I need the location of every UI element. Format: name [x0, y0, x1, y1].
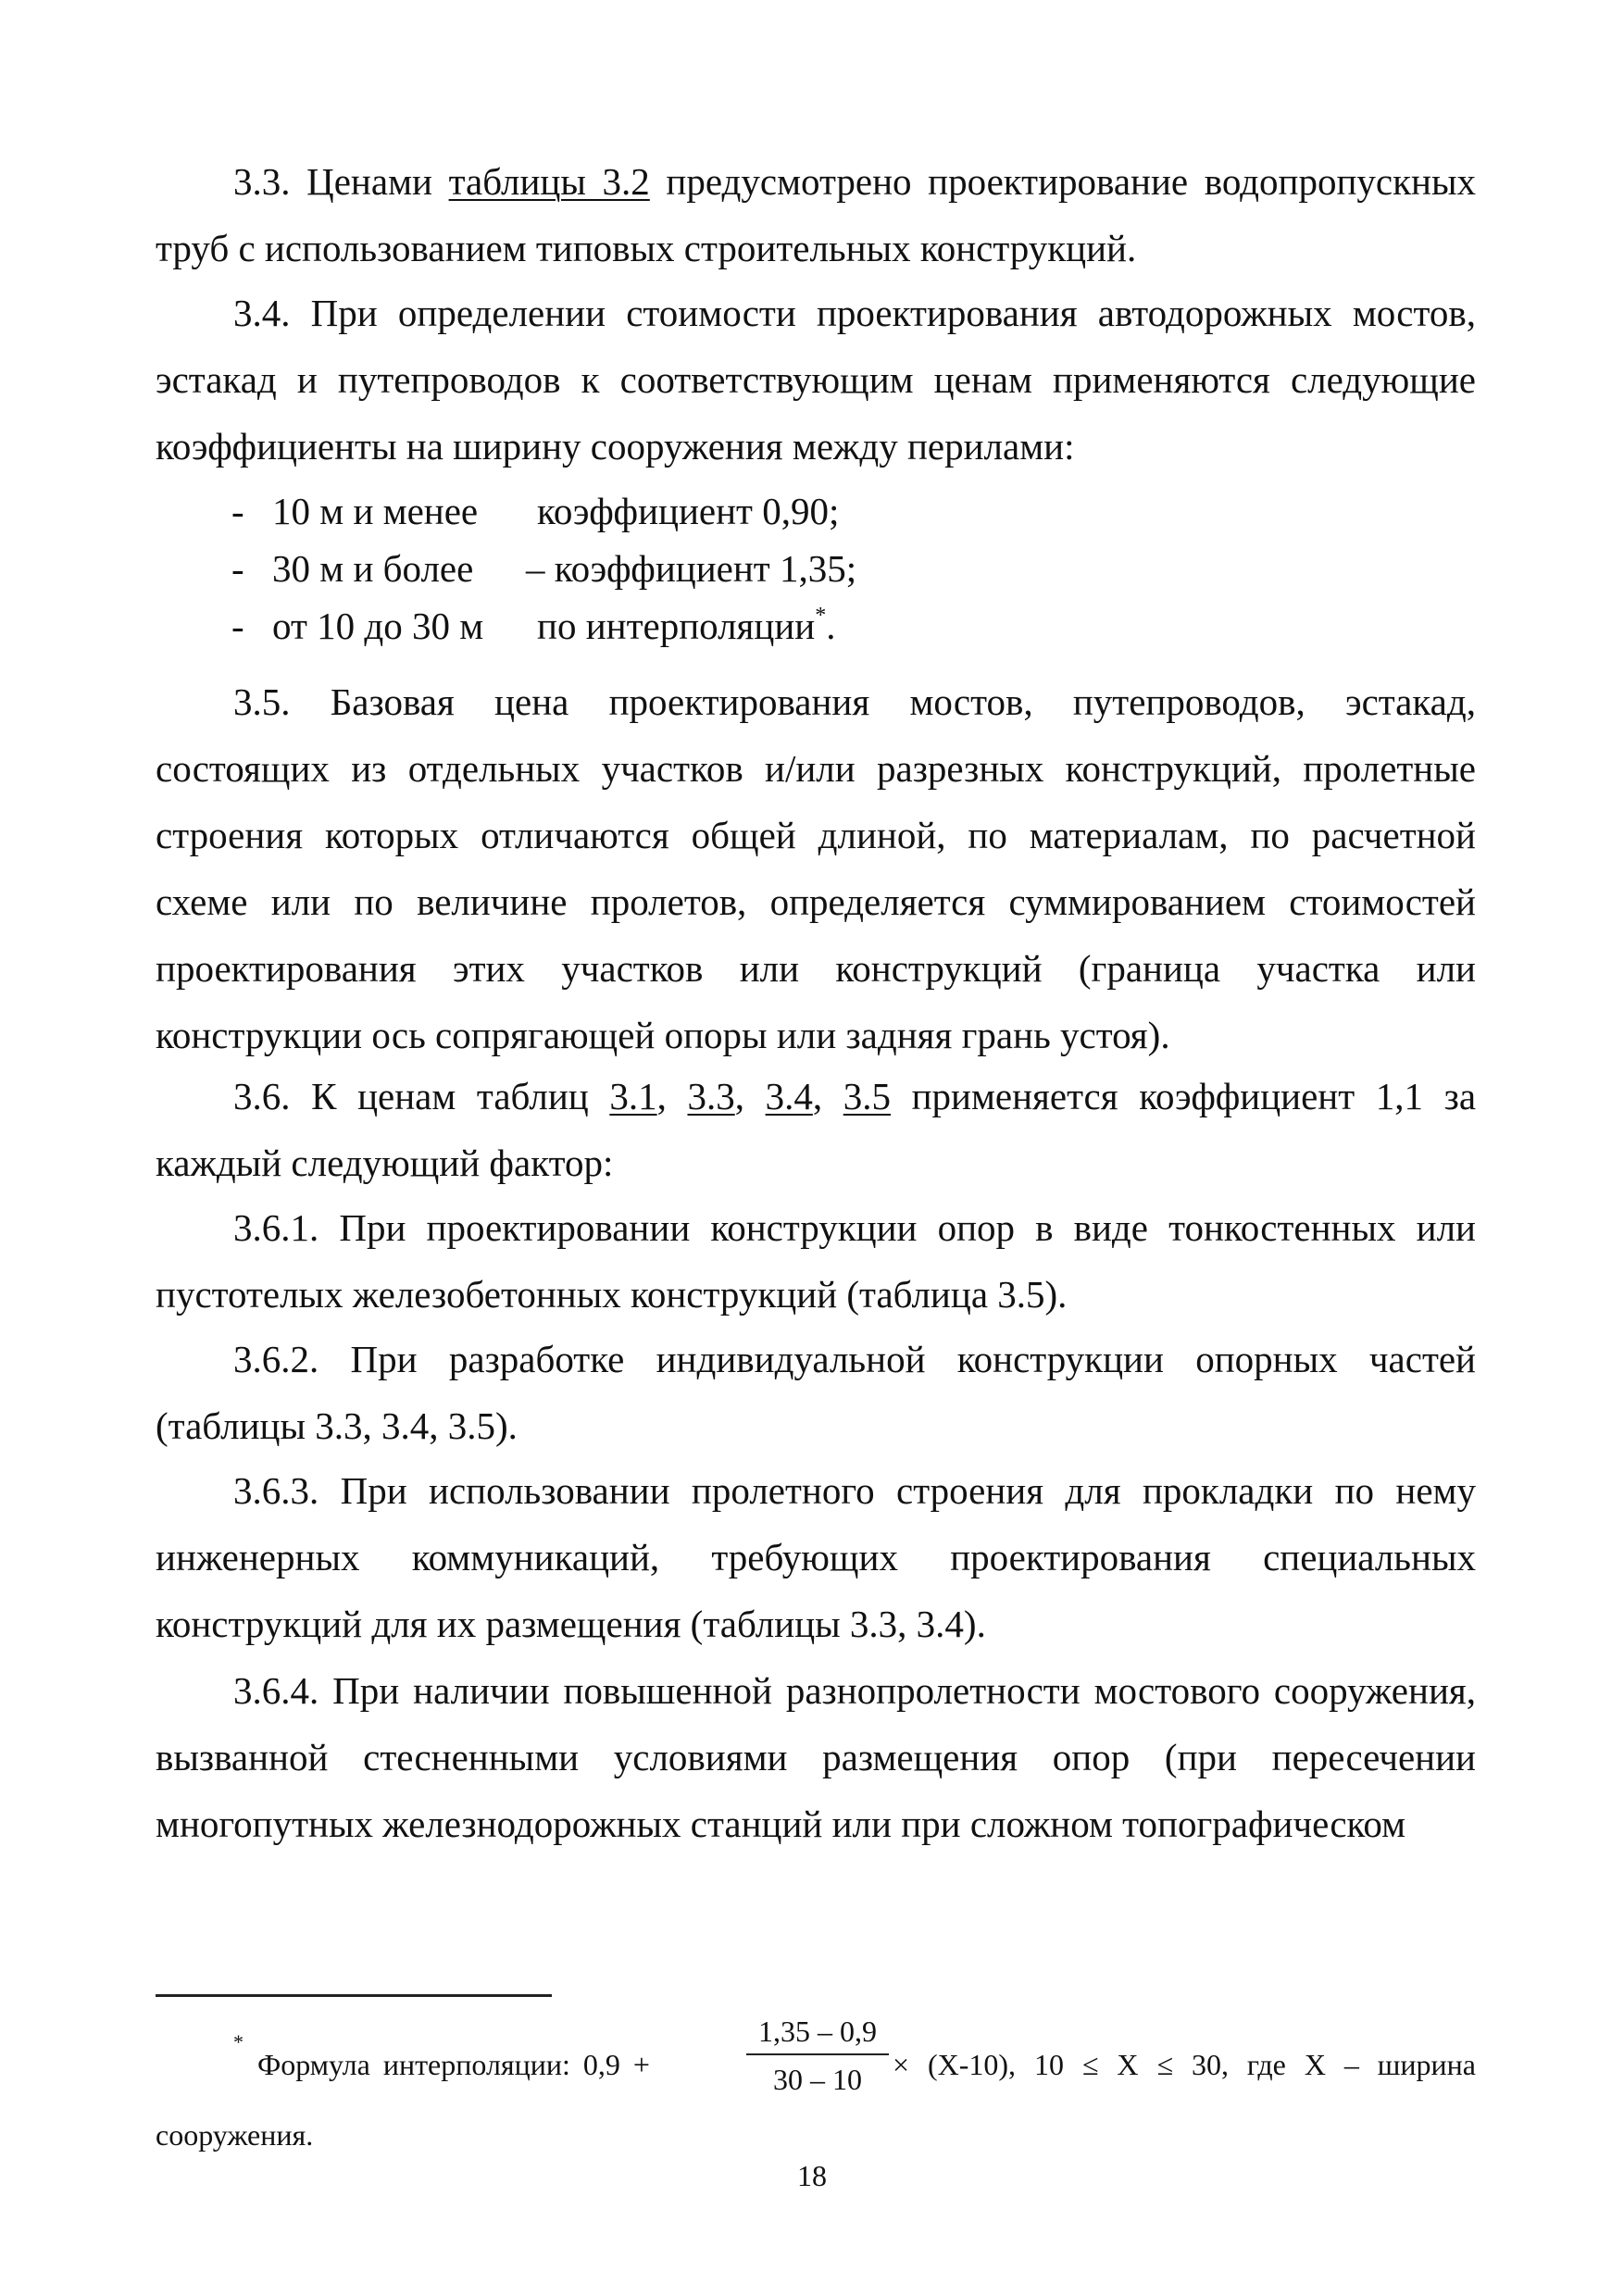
footnote-star: * [233, 2030, 244, 2053]
list-item-range: 30 м и более [272, 547, 474, 590]
table-3-3-link[interactable]: 3.3 [687, 1075, 735, 1117]
paragraph-3-6 [156, 1063, 1476, 1196]
page-number: 18 [797, 2159, 827, 2192]
list-item-coefficient: – коэффициент 1,35; [526, 547, 857, 590]
paragraph-3-3-suffix: предусмотрено проектирование водопропускных труб с использованием типовых строительных конструкций. [156, 160, 1476, 269]
paragraph-3-6-1 [156, 1194, 1476, 1328]
paragraph-3-6-4 [156, 1657, 1476, 1857]
paragraph-3-5-text: 3.5. Базовая цена проектирования мостов, путепроводов, эстакад, состоящих из отдельных участков и/или разрезных конструкций, пролетные строения которых отличаются общей длиной, по материалам, по расчетной схеме или по величине пролетов, определяется суммированием стоимостей проектирования этих участков или конструкций (граница участка или конструкции ось сопрягающей опоры или задняя грань устоя). [156, 680, 1476, 1056]
paragraph-3-6-4-text: 3.6.4. При наличии повышенной разнопролетности мостового сооружения, вызванной стесненными условиями размещения опор (при пересечении многопутных железнодорожных станций или при сложном топографическом [156, 1669, 1476, 1845]
footnote-marker[interactable]: * [815, 604, 827, 628]
paragraph-3-3-prefix: 3.3. Ценами [233, 160, 449, 203]
footnote-continuation: сооружения. [156, 2118, 314, 2152]
separator: , [656, 1075, 688, 1117]
list-item-coefficient: коэффициент 0,90; [537, 490, 840, 532]
list-dash: - [231, 490, 244, 532]
paragraph-3-3 [156, 148, 1476, 281]
footnote-lead: Формула интерполяции: 0,9 + [257, 2048, 650, 2081]
paragraph-3-6-1-text: 3.6.1. При проектировании конструкции опор в виде тонкостенных или пустотелых железобетонных конструкций (таблица 3.5). [156, 1206, 1476, 1316]
list-item-range: от 10 до 30 м [272, 605, 484, 647]
list-dash: - [231, 547, 244, 590]
fraction-denominator: 30 – 10 [773, 2063, 862, 2096]
separator: , [734, 1075, 766, 1117]
list-item-coefficient [537, 597, 835, 655]
footnote-divider [156, 1994, 552, 1997]
list-item-coefficient-text: по интерполяции [537, 605, 816, 647]
table-3-1-link[interactable]: 3.1 [609, 1075, 657, 1117]
fraction-numerator: 1,35 – 0,9 [758, 2015, 877, 2048]
interpolation-fraction [746, 2013, 889, 2098]
table-3-2-link[interactable]: таблицы 3.2 [448, 160, 650, 203]
footnote-rest: × (X-10), 10 ≤ X ≤ 30, где X – ширина [893, 2048, 1476, 2081]
paragraph-3-6-3 [156, 1457, 1476, 1657]
fraction-bar [746, 2053, 889, 2055]
paragraph-3-4 [156, 280, 1476, 480]
paragraph-3-5 [156, 668, 1476, 1068]
paragraph-3-6-2-text: 3.6.2. При разработке индивидуальной конструкции опорных частей (таблицы 3.3, 3.4, 3.5). [156, 1338, 1476, 1447]
paragraph-3-6-suffix: применяется коэффициент 1,1 за каждый следующий фактор: [156, 1075, 1477, 1184]
list-item-range: 10 м и менее [272, 490, 479, 532]
table-3-5-link[interactable]: 3.5 [843, 1075, 891, 1117]
footnote [156, 2015, 1476, 2107]
list-item-end: . [826, 605, 836, 647]
paragraph-3-6-3-text: 3.6.3. При использовании пролетного строения для прокладки по нему инженерных коммуникаций, требующих проектирования специальных конструкций для их размещения (таблицы 3.3, 3.4). [156, 1469, 1476, 1645]
list-dash: - [231, 605, 244, 647]
separator: , [812, 1075, 843, 1117]
paragraph-3-6-prefix: 3.6. К ценам таблиц [233, 1075, 610, 1117]
table-3-4-link[interactable]: 3.4 [765, 1075, 813, 1117]
paragraph-3-6-2 [156, 1326, 1476, 1459]
paragraph-3-4-text: 3.4. При определении стоимости проектирования автодорожных мостов, эстакад и путепроводов к соответствующим ценам применяются следующие коэффициенты на ширину сооружения между перилами: [156, 292, 1476, 468]
